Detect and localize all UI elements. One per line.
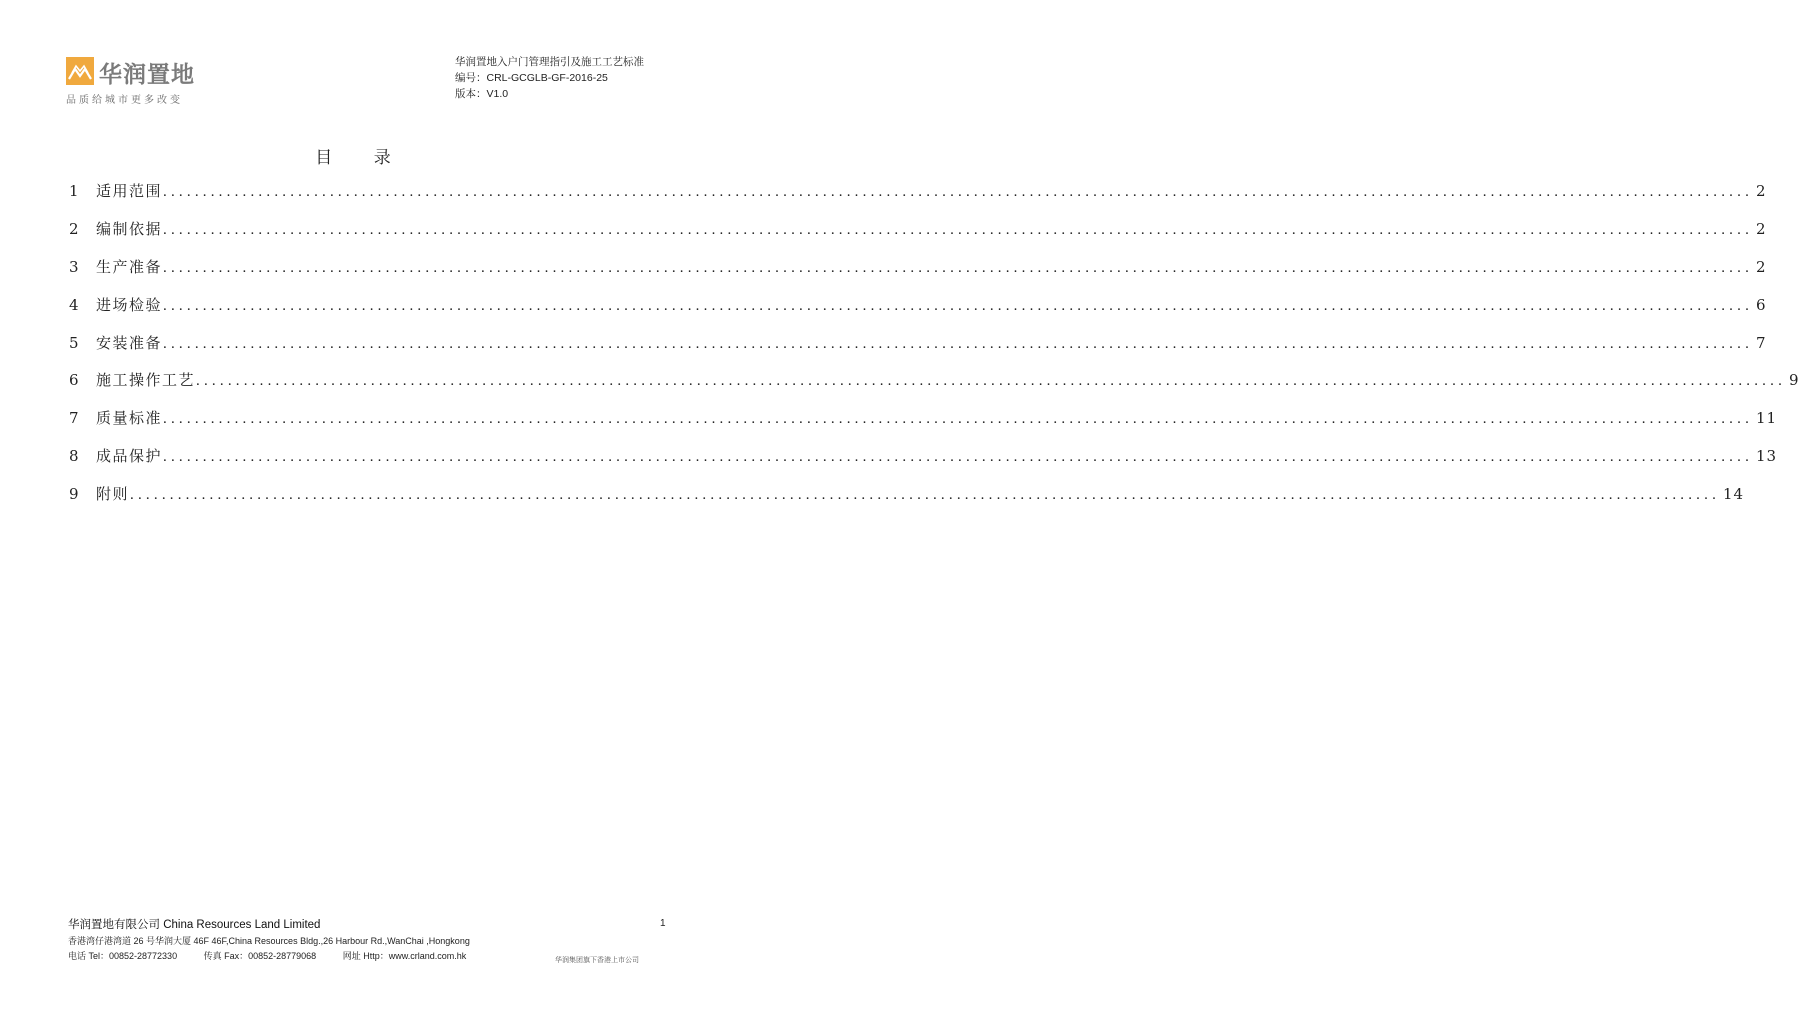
toc-entry[interactable] (69, 256, 1767, 294)
toc-entry-label: 适用范围 (96, 182, 163, 200)
document-title: 华润置地入户门管理指引及施工工艺标准 (455, 56, 644, 68)
toc-entry-label: 生产准备 (96, 257, 163, 276)
toc-entry-number: 9 (69, 485, 81, 504)
toc-entry-number: 3 (69, 257, 81, 276)
toc-entry-page: 11 (1756, 409, 1778, 428)
toc-entry-label: 编制依据 (96, 219, 163, 238)
toc-entry[interactable] (69, 218, 1767, 256)
toc-entry-label: 进场检验 (96, 295, 163, 314)
footer-address: 香港湾仔港湾道 26 号华润大厦 46F 46F,China Resources Bldg.,26 Harbour Rd.,WanChai ,Hongkong (68, 936, 470, 946)
mountain-logo-icon (66, 57, 94, 85)
toc-entry-label: 附则 (96, 485, 130, 504)
toc-entry-number: 8 (69, 447, 81, 466)
toc-entry[interactable] (69, 332, 1767, 370)
toc-entry-number: 6 (69, 371, 81, 390)
toc-entry-label: 成品保护 (96, 447, 163, 466)
footer-company: 华润置地有限公司 China Resources Land Limited (68, 919, 321, 931)
toc-entry-number: 4 (69, 295, 81, 314)
toc-entry-page: 2 (1756, 219, 1767, 238)
toc-leader-dots: ........................................................................................................................................................................................................ (163, 335, 1754, 352)
toc-leader-dots: ........................................................................................................................................................................................................ (163, 221, 1754, 238)
table-of-contents (69, 180, 1800, 521)
toc-entry[interactable] (69, 483, 1745, 521)
toc-title: 目 录 (315, 148, 409, 168)
brand-name: 华润置地 (99, 62, 195, 88)
toc-entry-label: 质量标准 (96, 409, 163, 428)
toc-leader-dots: ........................................................................................................................................................................................................ (130, 487, 1721, 504)
toc-entry-page: 2 (1756, 257, 1767, 276)
document-number: 编号：CRL-GCGLB-GF-2016-25 (455, 72, 608, 84)
footer-note: 华润集团旗下香港上市公司 (555, 956, 639, 964)
toc-entry-number: 5 (69, 333, 81, 352)
toc-entry-label: 安装准备 (96, 333, 163, 352)
toc-leader-dots: ........................................................................................................................................................................................................ (163, 449, 1754, 466)
toc-entry[interactable] (69, 445, 1778, 483)
page-number: 1 (660, 918, 666, 929)
toc-leader-dots: ........................................................................................................................................................................................................ (163, 184, 1754, 200)
document-version: 版本：V1.0 (455, 88, 509, 100)
toc-leader-dots: ........................................................................................................................................................................................................ (163, 259, 1754, 276)
brand-slogan: 品质给城市更多改变 (66, 95, 183, 106)
toc-leader-dots: ........................................................................................................................................................................................................ (196, 373, 1787, 390)
footer-web: 网址 Http：www.crland.com.hk (342, 951, 467, 961)
footer-tel: 电话 Tel：00852-28772330 (68, 951, 178, 961)
toc-entry-page: 2 (1756, 182, 1767, 200)
toc-entry[interactable] (69, 294, 1767, 332)
toc-entry[interactable] (69, 180, 1767, 218)
footer-fax: 传真 Fax：00852-28779068 (203, 951, 317, 961)
toc-entry-number: 7 (69, 409, 81, 428)
toc-entry-page: 14 (1723, 485, 1745, 504)
toc-leader-dots: ........................................................................................................................................................................................................ (163, 411, 1754, 428)
toc-entry-number: 1 (69, 182, 81, 200)
toc-entry-number: 2 (69, 219, 81, 238)
toc-entry-label: 施工操作工艺 (96, 371, 196, 390)
toc-entry[interactable] (69, 407, 1778, 445)
toc-entry-page: 7 (1756, 333, 1767, 352)
document-header (455, 54, 644, 102)
toc-entry-page: 6 (1756, 295, 1767, 314)
toc-entry[interactable] (69, 369, 1800, 407)
toc-entry-page: 9 (1789, 371, 1800, 390)
toc-leader-dots: ........................................................................................................................................................................................................ (163, 297, 1754, 314)
toc-entry-page: 13 (1756, 447, 1778, 466)
